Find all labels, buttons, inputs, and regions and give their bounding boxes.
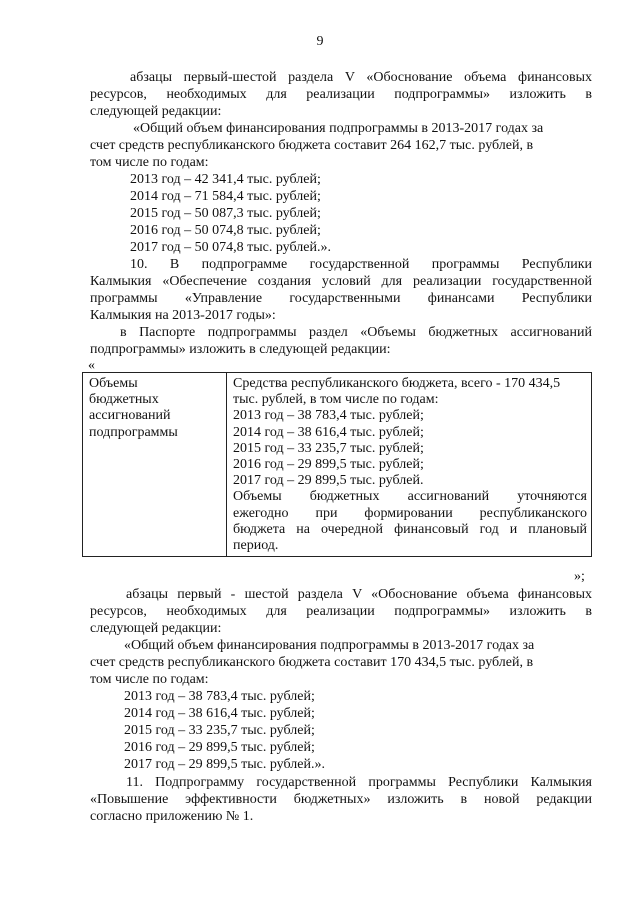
para-v1-line: следующей редакции: — [90, 104, 222, 119]
year-line: 2014 год – 38 616,4 тыс. рублей; — [124, 706, 315, 721]
value-line: тыс. рублей, в том числе по годам: — [233, 392, 439, 408]
item11-line: согласно приложению № 1. — [90, 809, 254, 824]
para-v1-quote-line: счет средств республиканского бюджета составит 264 162,7 тыс. рублей, в — [90, 138, 534, 153]
value-line: Объемы бюджетных ассигнований уточняются — [233, 489, 587, 505]
item11-line: 11. Подпрограмму государственной программы Республики Калмыкия — [126, 775, 592, 790]
value-line: Средства республиканского бюджета, всего - 170 434,5 — [233, 376, 561, 391]
label-line: ассигнований — [89, 408, 171, 424]
item11-line: «Повышение эффективности бюджетных» изложить в новой редакции — [90, 792, 592, 807]
para-v2-line: ресурсов, необходимых для реализации подпрограммы» изложить в — [90, 604, 592, 619]
item10-line: 10. В подпрограмме государственной программы Республики — [130, 257, 592, 272]
value-line: бюджета на очередной финансовый год и плановый — [233, 521, 587, 537]
year-line: 2015 год – 50 087,3 тыс. рублей; — [130, 206, 321, 221]
item10-line: подпрограммы» изложить в следующей редакции: — [90, 342, 391, 357]
table-row — [83, 373, 592, 557]
para-v1-quote-line: «Общий объем финансирования подпрограммы в 2013-2017 годах за — [133, 121, 544, 136]
open-quote-mark: « — [88, 358, 95, 373]
page-number: 9 — [316, 34, 324, 49]
para-v1-line: ресурсов, необходимых для реализации подпрограммы» изложить в — [90, 87, 592, 102]
value-line: 2016 год – 29 899,5 тыс. рублей; — [233, 457, 424, 473]
para-v2-line: абзацы первый - шестой раздела V «Обоснование объема финансовых — [126, 587, 592, 602]
year-line: 2013 год – 42 341,4 тыс. рублей; — [130, 172, 321, 187]
year-line: 2014 год – 71 584,4 тыс. рублей; — [130, 189, 321, 204]
table-label-cell — [83, 373, 227, 557]
para-v2-line: следующей редакции: — [90, 621, 222, 636]
year-line: 2016 год – 50 074,8 тыс. рублей; — [130, 223, 321, 238]
para-v2-quote-line: «Общий объем финансирования подпрограммы в 2013-2017 годах за — [124, 638, 535, 653]
item10-line: программы «Управление государственными финансами Республики — [90, 291, 592, 306]
year-line: 2016 год – 29 899,5 тыс. рублей; — [124, 740, 315, 755]
value-line: ежегодно при формировании республиканского — [233, 505, 587, 521]
item10-line: Калмыкия «Обеспечение создания условий для реализации государственной — [90, 274, 592, 289]
para-v2-quote-line: счет средств республиканского бюджета составит 170 434,5 тыс. рублей, в — [90, 655, 534, 670]
year-line: 2017 год – 50 074,8 тыс. рублей.». — [130, 240, 331, 255]
para-v1-quote-line: том числе по годам: — [90, 155, 209, 170]
label-line: подпрограммы — [89, 424, 178, 440]
value-line: 2014 год – 38 616,4 тыс. рублей; — [233, 424, 424, 440]
value-line: 2013 год – 38 783,4 тыс. рублей; — [233, 408, 424, 424]
value-line: период. — [233, 538, 279, 554]
label-line: Объемы — [89, 376, 138, 391]
label-line: бюджетных — [89, 392, 159, 408]
close-quote-mark: »; — [574, 569, 585, 584]
table-value-cell — [227, 373, 592, 557]
value-line: 2015 год – 33 235,7 тыс. рублей; — [233, 440, 424, 456]
para-v2-quote-line: том числе по годам: — [90, 672, 209, 687]
item10-line: в Паспорте подпрограммы раздел «Объемы бюджетных ассигнований — [120, 325, 592, 340]
year-line: 2017 год – 29 899,5 тыс. рублей.». — [124, 757, 325, 772]
year-line: 2015 год – 33 235,7 тыс. рублей; — [124, 723, 315, 738]
value-line: 2017 год – 29 899,5 тыс. рублей. — [233, 473, 424, 489]
item10-line: Калмыкия на 2013-2017 годы»: — [90, 308, 276, 323]
budget-allocations-table — [82, 372, 592, 557]
year-line: 2013 год – 38 783,4 тыс. рублей; — [124, 689, 315, 704]
para-v1-line: абзацы первый-шестой раздела V «Обоснование объема финансовых — [130, 70, 592, 85]
